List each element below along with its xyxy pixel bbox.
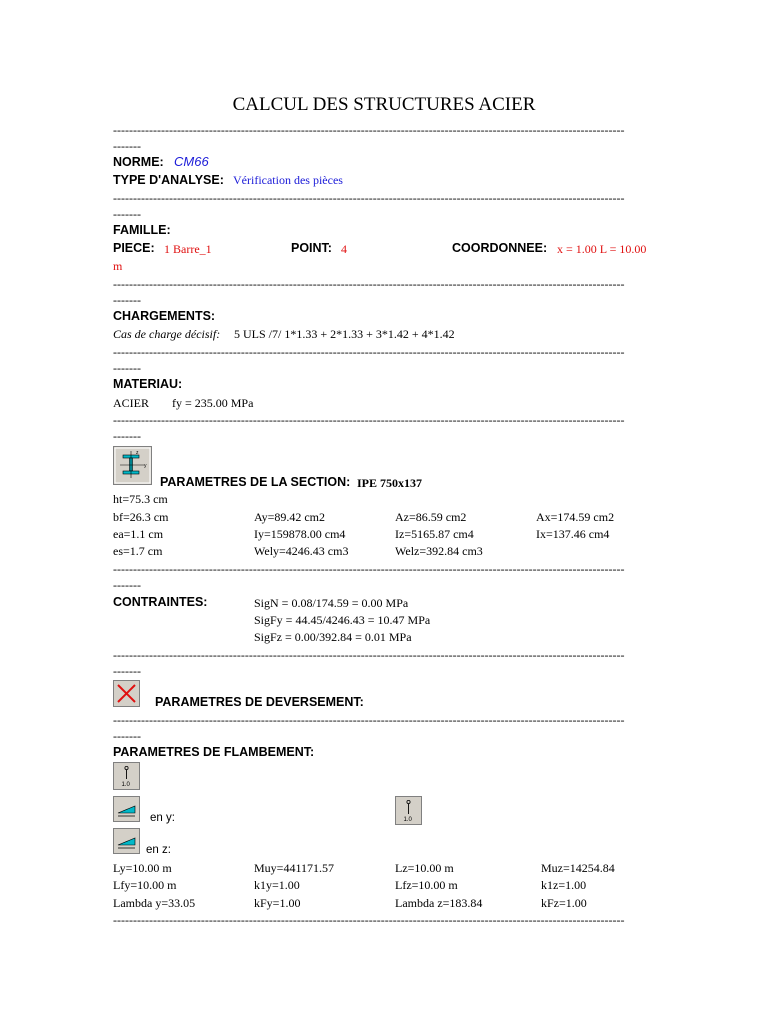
point-value: 4 [341, 242, 347, 256]
section-profile-icon [113, 446, 152, 485]
section-profile: IPE 750x137 [357, 476, 423, 490]
materiau-name: ACIER [113, 396, 149, 410]
norme-label: NORME: [113, 155, 164, 169]
separator-line: -------------------------------------------------------------------------------------------------------------------------------- [113, 563, 625, 575]
cross-icon [113, 680, 140, 707]
separator-line: -------------------------------------------------------------------------------------------------------------------------------- [113, 649, 625, 661]
contraintes-label: CONTRAINTES: [113, 595, 208, 609]
flambement-cell: Muz=14254.84 [541, 861, 615, 875]
flambement-label: PARAMETRES DE FLAMBEMENT: [113, 745, 315, 759]
contrainte-line: SigN = 0.08/174.59 = 0.00 MPa [254, 596, 409, 610]
section-cell: Wely=4246.43 cm3 [254, 544, 349, 558]
flambement-cell: Ly=10.00 m [113, 861, 172, 875]
separator-tail: ------- [113, 361, 141, 375]
separator-line: -------------------------------------------------------------------------------------------------------------------------------- [113, 914, 625, 926]
section-cell: ht=75.3 cm [113, 492, 168, 506]
point-label: POINT: [291, 241, 332, 255]
section-cell: Ay=89.42 cm2 [254, 510, 325, 524]
section-label: PARAMETRES DE LA SECTION: [160, 475, 351, 489]
section-cell: ea=1.1 cm [113, 527, 164, 541]
flambement-cell: Lambda y=33.05 [113, 896, 196, 910]
section-cell: Az=86.59 cm2 [395, 510, 467, 524]
separator-tail: ------- [113, 578, 141, 592]
deversement-label: PARAMETRES DE DEVERSEMENT: [155, 695, 364, 709]
separator-line: -------------------------------------------------------------------------------------------------------------------------------- [113, 278, 625, 290]
buckling-coef-text: 1.0 [121, 782, 130, 788]
svg-text:z: z [136, 450, 139, 456]
separator-tail: ------- [113, 207, 141, 221]
chargements-label: CHARGEMENTS: [113, 309, 216, 323]
section-cell: es=1.7 cm [113, 544, 163, 558]
separator-line: -------------------------------------------------------------------------------------------------------------------------------- [113, 346, 625, 358]
separator-line: -------------------------------------------------------------------------------------------------------------------------------- [113, 414, 625, 426]
separator-line: -------------------------------------------------------------------------------------------------------------------------------- [113, 124, 625, 136]
buckling-length-icon [395, 796, 422, 825]
buckling-z-icon [113, 828, 140, 854]
section-cell: Ix=137.46 cm4 [536, 527, 610, 541]
norme-value: CM66 [174, 154, 209, 169]
section-cell: Iz=5165.87 cm4 [395, 527, 474, 541]
en-z-label: en z: [146, 844, 171, 856]
en-y-label: en y: [150, 812, 175, 824]
type-analyse-label: TYPE D'ANALYSE: [113, 173, 224, 187]
piece-value: 1 Barre_1 [164, 242, 212, 256]
famille-label: FAMILLE: [113, 223, 171, 237]
buckling-y-icon [113, 796, 140, 822]
flambement-cell: k1z=1.00 [541, 878, 587, 892]
flambement-cell: Lz=10.00 m [395, 861, 454, 875]
separator-tail: ------- [113, 293, 141, 307]
flambement-cell: Lfy=10.00 m [113, 878, 177, 892]
section-cell: bf=26.3 cm [113, 510, 169, 524]
section-cell: Welz=392.84 cm3 [395, 544, 483, 558]
materiau-fy: fy = 235.00 MPa [172, 396, 254, 410]
coordonnee-unit: m [113, 259, 123, 273]
section-cell: Ax=174.59 cm2 [536, 510, 615, 524]
flambement-cell: k1y=1.00 [254, 878, 300, 892]
piece-label: PIECE: [113, 241, 155, 255]
separator-line: -------------------------------------------------------------------------------------------------------------------------------- [113, 714, 625, 726]
separator-tail: ------- [113, 139, 141, 153]
page-title: CALCUL DES STRUCTURES ACIER [232, 94, 536, 115]
coordonnee-value: x = 1.00 L = 10.00 [557, 242, 647, 256]
coordonnee-label: COORDONNEE: [452, 241, 548, 255]
separator-tail: ------- [113, 664, 141, 678]
buckling-coef-text: 1.0 [403, 817, 412, 823]
contrainte-line: SigFy = 44.45/4246.43 = 10.47 MPa [254, 613, 431, 627]
flambement-cell: Muy=441171.57 [254, 861, 334, 875]
separator-tail: ------- [113, 729, 141, 743]
flambement-cell: Lambda z=183.84 [395, 896, 483, 910]
svg-text:y: y [144, 463, 147, 469]
buckling-length-icon [113, 762, 140, 790]
materiau-label: MATERIAU: [113, 377, 183, 391]
flambement-cell: kFy=1.00 [254, 896, 301, 910]
flambement-cell: kFz=1.00 [541, 896, 587, 910]
cas-charge-value: 5 ULS /7/ 1*1.33 + 2*1.33 + 3*1.42 + 4*1.42 [234, 327, 455, 341]
cas-charge-label: Cas de charge décisif: [113, 327, 221, 341]
separator-line: -------------------------------------------------------------------------------------------------------------------------------- [113, 192, 625, 204]
flambement-cell: Lfz=10.00 m [395, 878, 458, 892]
contrainte-line: SigFz = 0.00/392.84 = 0.01 MPa [254, 630, 412, 644]
type-analyse-value: Vérification des pièces [233, 173, 343, 187]
section-cell: Iy=159878.00 cm4 [254, 527, 346, 541]
separator-tail: ------- [113, 429, 141, 443]
